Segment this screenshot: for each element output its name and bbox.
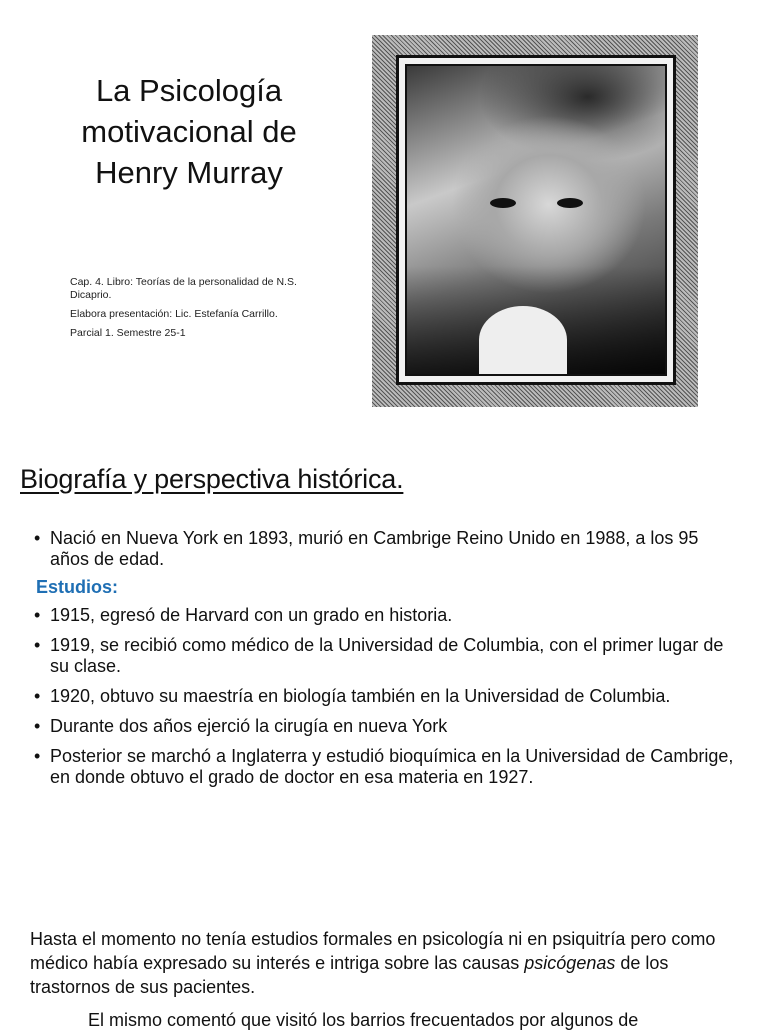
bullet-marker: • (34, 746, 41, 766)
studies-subheading: Estudios: (36, 577, 119, 597)
list-item (34, 716, 734, 737)
term-info: Parcial 1. Semestre 25-1 (70, 327, 186, 339)
birth-death-text: Nació en Nueva York en 1893, murió en Cambrige Reino Unido en 1988, a los 95 años de edad. (50, 528, 699, 569)
section-heading: Biografía y perspectiva histórica. (20, 464, 404, 494)
list-item (34, 635, 734, 677)
bullet-marker: • (34, 605, 41, 625)
presentation-title: La Psicología motivacional de Henry Murray (81, 73, 297, 190)
biography-slide (0, 430, 768, 1030)
book-reference: Cap. 4. Libro: Teorías de la personalidad de N.S. Dicaprio. (70, 276, 297, 301)
paragraph-text-end: de los trastornos de sus pacientes. (30, 953, 669, 997)
list-item (34, 746, 734, 788)
list-item (34, 605, 734, 626)
bullet-marker: • (34, 686, 41, 706)
paragraph-text: Hasta el momento no tenía estudios formales en psicología ni en psiquitría pero como médico había expresado su interés e intriga sobre las causas (30, 929, 716, 973)
portrait-image (405, 64, 667, 376)
study-item-text: Posterior se marchó a Inglaterra y estudió bioquímica en la Universidad de Cambrige, en donde obtuvo el grado de doctor en esa materia en 1927. (50, 746, 734, 787)
presentation-meta (70, 276, 310, 346)
author-credit: Elabora presentación: Lic. Estefanía Carrillo. (70, 308, 278, 320)
study-item-text: 1919, se recibió como médico de la Universidad de Columbia, con el primer lugar de su clase. (50, 635, 724, 676)
list-item (34, 686, 734, 707)
paragraph (30, 927, 730, 999)
bullet-marker: • (34, 635, 41, 655)
list-item (34, 528, 734, 570)
paragraph-emphasis: psicógenas (524, 953, 616, 973)
study-item-text: Durante dos años ejerció la cirugía en nueva York (50, 716, 448, 736)
study-item-text: 1920, obtuvo su maestría en biología también en la Universidad de Columbia. (50, 686, 671, 706)
biography-content (34, 528, 734, 797)
study-item-text: 1915, egresó de Harvard con un grado en historia. (50, 605, 453, 625)
bullet-marker: • (34, 528, 41, 548)
portrait-photo (372, 35, 698, 407)
portrait-frame (396, 55, 676, 385)
paragraph-continued: El mismo comentó que visitó los barrios frecuentados por algunos de (88, 1010, 639, 1030)
title-slide (0, 0, 768, 430)
bullet-marker: • (34, 716, 41, 736)
